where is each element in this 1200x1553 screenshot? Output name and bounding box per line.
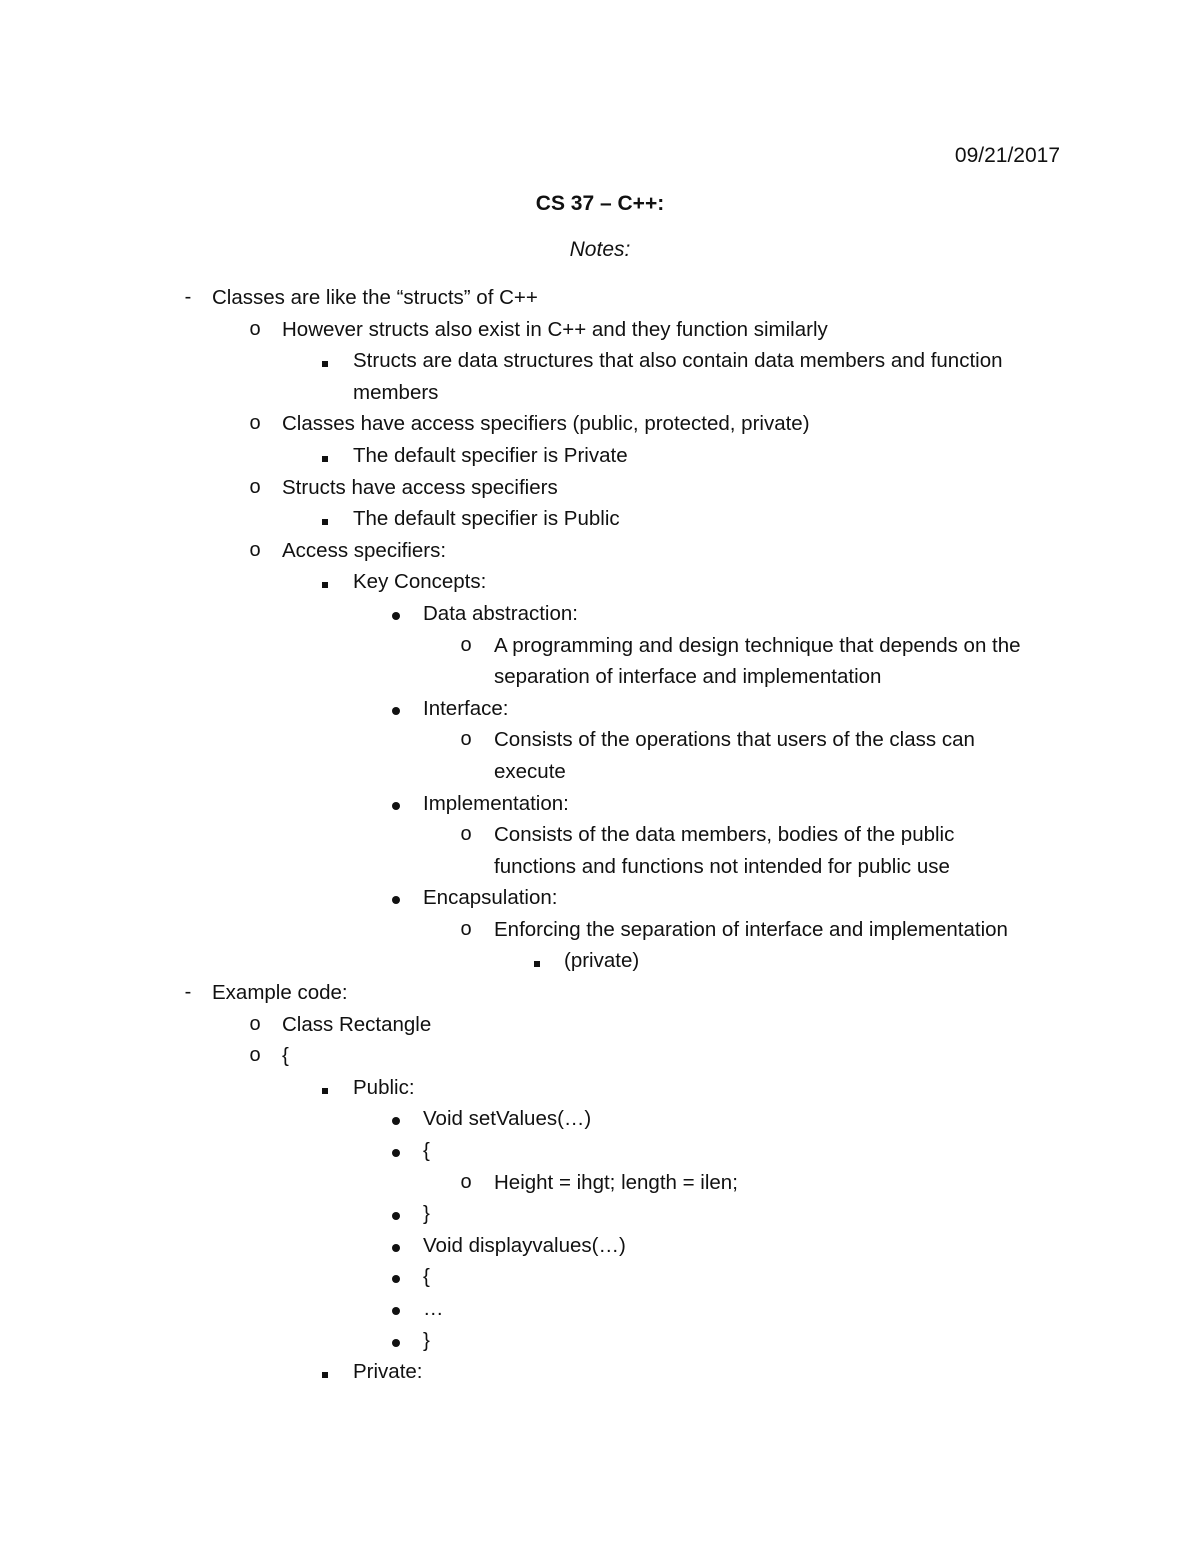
list-item-text: A programming and design technique that depends on the xyxy=(494,633,1021,657)
dot-bullet-icon xyxy=(384,1198,408,1230)
square-bullet-icon xyxy=(313,345,337,377)
list-item-text: Access specifiers: xyxy=(282,538,447,562)
list-item-text: } xyxy=(423,1202,430,1226)
list-item-text: Void setValues(…) xyxy=(423,1107,592,1131)
list-item xyxy=(0,535,1200,567)
list-item xyxy=(0,1040,1200,1072)
list-item-text: Class Rectangle xyxy=(282,1012,432,1036)
circle-bullet-icon: o xyxy=(249,1044,261,1067)
list-item-text: Data abstraction: xyxy=(423,601,578,625)
list-item-continuation xyxy=(0,851,1200,883)
list-item-text: members xyxy=(353,380,439,404)
notes-list xyxy=(0,282,1200,1388)
dot-bullet-icon xyxy=(384,1103,408,1135)
circle-bullet-icon: o xyxy=(460,633,472,656)
list-item-text: Interface: xyxy=(423,696,509,720)
list-item xyxy=(0,914,1200,946)
list-item xyxy=(0,566,1200,598)
dot-bullet-icon xyxy=(384,1325,408,1357)
list-item xyxy=(0,1009,1200,1041)
dot-bullet-icon xyxy=(384,598,408,630)
list-item-text: The default specifier is Public xyxy=(353,507,620,531)
list-item xyxy=(0,1135,1200,1167)
list-item xyxy=(0,1103,1200,1135)
list-item-text: Public: xyxy=(353,1075,415,1099)
list-item xyxy=(0,472,1200,504)
list-item xyxy=(0,788,1200,820)
dash-bullet-icon: - xyxy=(184,981,192,1004)
list-item-text: Example code: xyxy=(212,981,348,1005)
list-item-text: Structs have access specifiers xyxy=(282,475,558,499)
list-item-text: Consists of the operations that users of the class can xyxy=(494,728,975,752)
square-bullet-icon xyxy=(313,566,337,598)
list-item-text: separation of interface and implementation xyxy=(494,665,882,689)
square-bullet-icon xyxy=(313,440,337,472)
square-bullet-icon xyxy=(313,503,337,535)
list-item-text: } xyxy=(423,1328,430,1352)
list-item-text: Classes are like the “structs” of C++ xyxy=(212,286,538,309)
dash-bullet-icon: - xyxy=(184,286,192,308)
list-item xyxy=(0,1293,1200,1325)
list-item-text: { xyxy=(423,1265,430,1289)
list-item xyxy=(0,1261,1200,1293)
circle-bullet-icon: o xyxy=(249,538,261,561)
list-item-text: functions and functions not intended for public use xyxy=(494,854,950,878)
circle-bullet-icon: o xyxy=(249,412,261,435)
circle-bullet-icon: o xyxy=(249,1012,261,1035)
circle-bullet-icon: o xyxy=(460,728,472,751)
list-item xyxy=(0,314,1200,346)
list-item-text: execute xyxy=(494,759,566,783)
list-item xyxy=(0,503,1200,535)
list-item xyxy=(0,630,1200,662)
list-item-text: Void displayvalues(…) xyxy=(423,1233,626,1257)
list-item-text: Key Concepts: xyxy=(353,570,487,594)
list-item xyxy=(0,693,1200,725)
list-item-text: Classes have access specifiers (public, protected, private) xyxy=(282,412,810,436)
list-item-text: Consists of the data members, bodies of the public xyxy=(494,823,955,847)
list-item xyxy=(0,345,1200,377)
list-item xyxy=(0,598,1200,630)
document-subtitle: Notes: xyxy=(569,238,631,261)
list-item xyxy=(0,1230,1200,1262)
square-bullet-icon xyxy=(313,1356,337,1388)
list-item xyxy=(0,440,1200,472)
list-item xyxy=(0,282,1200,314)
dot-bullet-icon xyxy=(384,1293,408,1325)
list-item xyxy=(0,819,1200,851)
square-bullet-icon xyxy=(313,1072,337,1104)
list-item xyxy=(0,1325,1200,1357)
list-item-continuation xyxy=(0,661,1200,693)
dot-bullet-icon xyxy=(384,693,408,725)
list-item-text: The default specifier is Private xyxy=(353,443,628,467)
list-item xyxy=(0,1198,1200,1230)
circle-bullet-icon: o xyxy=(249,317,261,340)
document-date: 09/21/2017 xyxy=(954,144,1060,167)
list-item xyxy=(0,1072,1200,1104)
list-item-text: Private: xyxy=(353,1360,423,1384)
circle-bullet-icon: o xyxy=(460,823,472,846)
list-item xyxy=(0,724,1200,756)
list-item xyxy=(0,1356,1200,1388)
list-item-text: Implementation: xyxy=(423,791,569,815)
circle-bullet-icon: o xyxy=(460,917,472,940)
square-bullet-icon xyxy=(525,945,549,977)
dot-bullet-icon xyxy=(384,1135,408,1167)
list-item-text: Encapsulation: xyxy=(423,886,558,910)
dot-bullet-icon xyxy=(384,788,408,820)
list-item xyxy=(0,882,1200,914)
list-item-text: Enforcing the separation of interface and implementation xyxy=(494,917,1008,941)
list-item-text: Structs are data structures that also contain data members and function xyxy=(353,349,1003,373)
list-item xyxy=(0,1167,1200,1199)
list-item-text: However structs also exist in C++ and they function similarly xyxy=(282,317,828,341)
list-item-continuation xyxy=(0,377,1200,409)
list-item-continuation xyxy=(0,756,1200,788)
list-item-text: … xyxy=(423,1297,444,1320)
dot-bullet-icon xyxy=(384,1261,408,1293)
document-title: CS 37 – C++: xyxy=(535,192,665,215)
list-item xyxy=(0,977,1200,1009)
circle-bullet-icon: o xyxy=(249,475,261,498)
list-item xyxy=(0,408,1200,440)
list-item-text: { xyxy=(423,1139,430,1163)
list-item-text: Height = ihgt; length = ilen; xyxy=(494,1170,738,1194)
list-item xyxy=(0,945,1200,977)
circle-bullet-icon: o xyxy=(460,1170,472,1193)
dot-bullet-icon xyxy=(384,1230,408,1262)
list-item-text: (private) xyxy=(564,949,640,973)
dot-bullet-icon xyxy=(384,882,408,914)
list-item-text: { xyxy=(282,1044,289,1068)
